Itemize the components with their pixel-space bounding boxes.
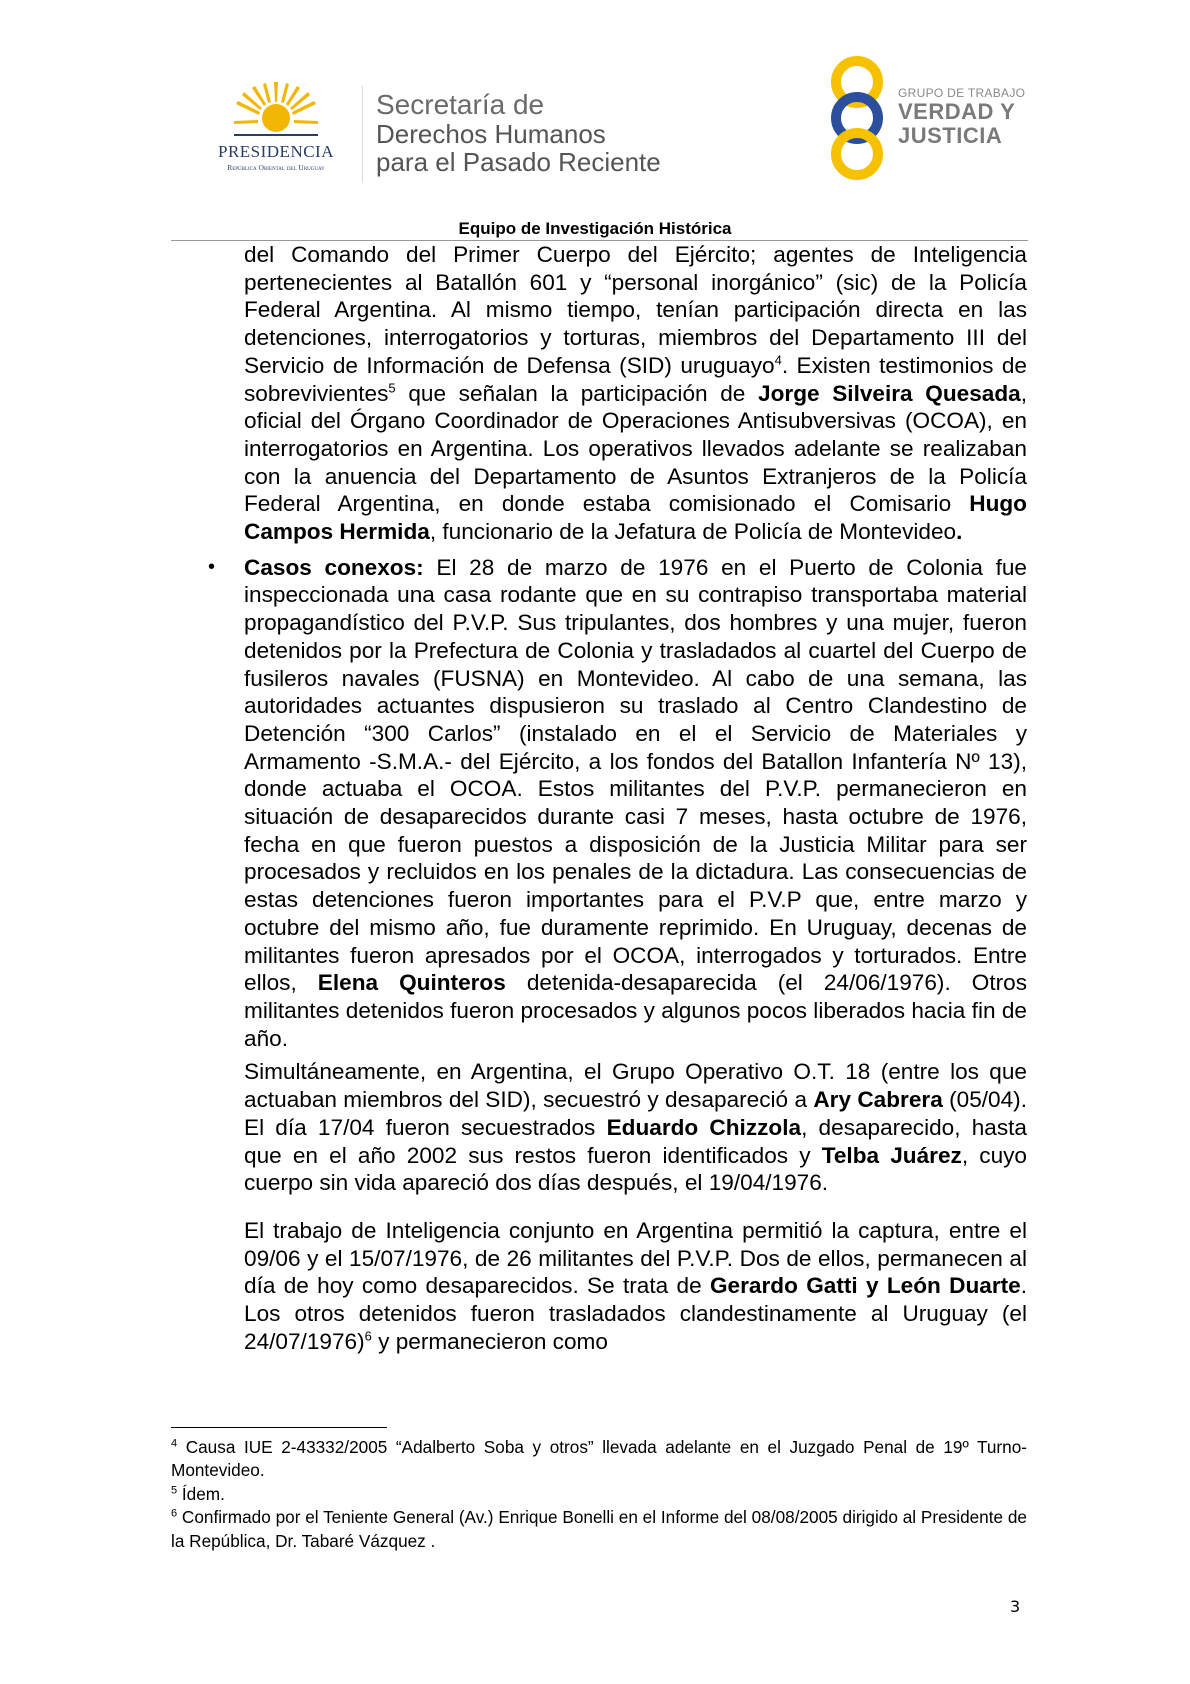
document-body	[208, 241, 1028, 1355]
text-run: Simultáneamente, en Argentina, el Grupo Operativo O.T. 18 (entre los que actuaban miembros del SID), secuestró y desapareció a	[244, 1059, 1027, 1113]
page-number: 3	[1010, 1597, 1021, 1616]
text-run: (05/04). El día 17/04 fueron secuestrados	[244, 1087, 1027, 1140]
paragraph-trabajo-inteligencia	[244, 1217, 1027, 1356]
presidencia-logo	[196, 80, 356, 180]
rings-logo-icon	[822, 56, 892, 180]
text-run: que señalan la participación de	[395, 380, 759, 406]
footnote-ref-6[interactable]: 6	[364, 1328, 372, 1344]
text-run: El trabajo de Inteligencia conjunto en Argentina permitió la captura, entre el 09/06 y el 15/07/1976, de 26 militantes del P.V.P. Dos de ellos, permanecen al día de hoy como desaparecidos. Se trata de	[244, 1217, 1027, 1299]
grupo-trabajo-text	[898, 86, 1025, 148]
text-run: detenida-desaparecida (el 24/06/1976). Otros militantes detenidos fueron procesados y algunos pocos liberados hacia fin de año.	[244, 970, 1027, 1051]
bold-name: Elena Quinteros	[317, 970, 506, 996]
paragraph-simultaneamente	[244, 1058, 1027, 1197]
footnotes	[171, 1436, 1027, 1553]
bold-name: Telba Juárez	[821, 1142, 962, 1168]
text-run: , funcionario de la Jefatura de Policía de Montevideo	[429, 519, 957, 545]
footnote-text: Causa IUE 2-43332/2005 “Adalberto Soba y otros” llevada adelante en el Juzgado Penal de 19º Turno-Montevideo.	[171, 1437, 1027, 1481]
footnote-text: Confirmado por el Teniente General (Av.) Enrique Bonelli en el Informe del 08/08/2005 dirigido al Presidente de la República, Dr. Tabaré Vázquez .	[171, 1507, 1027, 1551]
bold-name: Eduardo Chizzola	[606, 1114, 802, 1140]
bullet-icon: •	[208, 555, 216, 578]
text-run: . Existen testimonios de sobrevivientes	[244, 352, 1027, 406]
footnote-5	[171, 1483, 1027, 1506]
secretaria-line2: Derechos Humanos	[376, 119, 606, 149]
text-run: y permanecieron como	[371, 1328, 608, 1354]
footnote-4	[171, 1436, 1027, 1483]
secretaria-line3: para el Pasado Reciente	[376, 147, 661, 177]
footnote-separator	[171, 1427, 387, 1428]
verdad-justicia-logo	[822, 56, 1032, 180]
bullet-item-casos-conexos	[208, 554, 1027, 1053]
presidencia-subtitle: República Oriental del Uruguay	[227, 163, 325, 172]
bold-period: .	[956, 519, 963, 545]
header-divider	[362, 86, 363, 182]
footnote-text: Ídem.	[177, 1483, 225, 1504]
text-run: , desaparecido, hasta que en el año 2002 sus restos fueron identificados y	[244, 1114, 1027, 1168]
footnote-number: 6	[171, 1507, 178, 1520]
footnote-number: 4	[171, 1437, 178, 1450]
bold-name: Ary Cabrera	[813, 1087, 943, 1113]
text-run: . Los otros detenidos fueron trasladados clandestinamente al Uruguay (el 24/07/1976)	[244, 1273, 1027, 1354]
paragraph-continuation	[244, 241, 1027, 546]
footnote-ref-4[interactable]: 4	[774, 352, 782, 368]
text-run: El 28 de marzo de 1976 en el Puerto de Colonia fue inspeccionada una casa rodante que en su contrapiso transportaba material propagandístico del P.V.P. Sus tripulantes, dos hombres y una mujer, fueron detenidos por la Prefectura de Colonia y trasladados al cuartel del Cuerpo de fusileros navales (FUSNA) en Montevideo. Al cabo de una semana, las autoridades actuantes dispusieron su traslado al Centro Clandestino de Detención “300 Carlos” (instalado en el el Servicio de Materiales y Armamento -S.M.A.- del Ejército, a los fondos del Batallon Infantería Nº 13), donde actuaba el OCOA. Estos militantes del P.V.P. permanecieron en situación de desaparecidos durante casi 7 meses, hasta octubre de 1976, fecha en que fueron puestos a disposición de la Justicia Militar para ser procesados y recluidos en los penales de la dictadura. Las consecuencias de estas detenciones fueron importantes para el P.V.P que, entre marzo y octubre del mismo año, fue duramente reprimido. En Uruguay, decenas de militantes fueron apresados por el OCOA, interrogados y torturados. Entre ellos,	[244, 554, 1027, 996]
text-run: , oficial del Órgano Coordinador de Operaciones Antisubversivas (OCOA), en interrogatorios en Argentina. Los operativos llevados adelante se realizaban con la anuencia del Departamento de Asuntos Extranjeros de la Policía Federal Argentina, en donde estaba comisionado el Comisario	[244, 380, 1027, 517]
presidencia-title: PRESIDENCIA	[217, 142, 334, 161]
bullet-heading: Casos conexos:	[244, 554, 424, 580]
grupo-line1: GRUPO DE TRABAJO	[898, 86, 1026, 100]
grupo-line2: VERDAD Y	[898, 99, 1016, 124]
team-title: Equipo de Investigación Histórica	[458, 219, 732, 238]
secretaria-line1: Secretaría de	[376, 89, 545, 120]
sun-logo-icon	[234, 80, 318, 144]
footnote-number: 5	[171, 1484, 178, 1497]
grupo-line3: JUSTICIA	[898, 123, 1003, 148]
text-run: , cuyo cuerpo sin vida apareció dos días después, el 19/04/1976.	[244, 1142, 1028, 1196]
footnote-6	[171, 1506, 1027, 1553]
secretaria-logo-text	[376, 90, 661, 176]
bold-name: Hugo Campos Hermida	[244, 491, 1027, 545]
text-run: del Comando del Primer Cuerpo del Ejército; agentes de Inteligencia pertenecientes al Batallón 601 y “personal inorgánico” (sic) de la Policía Federal Argentina. Al mismo tiempo, tenían participación directa en las detenciones, interrogatorios y torturas, miembros del Departamento III del Servicio de Información de Defensa (SID) uruguayo	[244, 242, 1027, 378]
bold-name: Jorge Silveira Quesada	[758, 380, 1021, 406]
bold-name: Gerardo Gatti y León Duarte	[709, 1273, 1021, 1299]
footnote-ref-5[interactable]: 5	[388, 379, 396, 395]
